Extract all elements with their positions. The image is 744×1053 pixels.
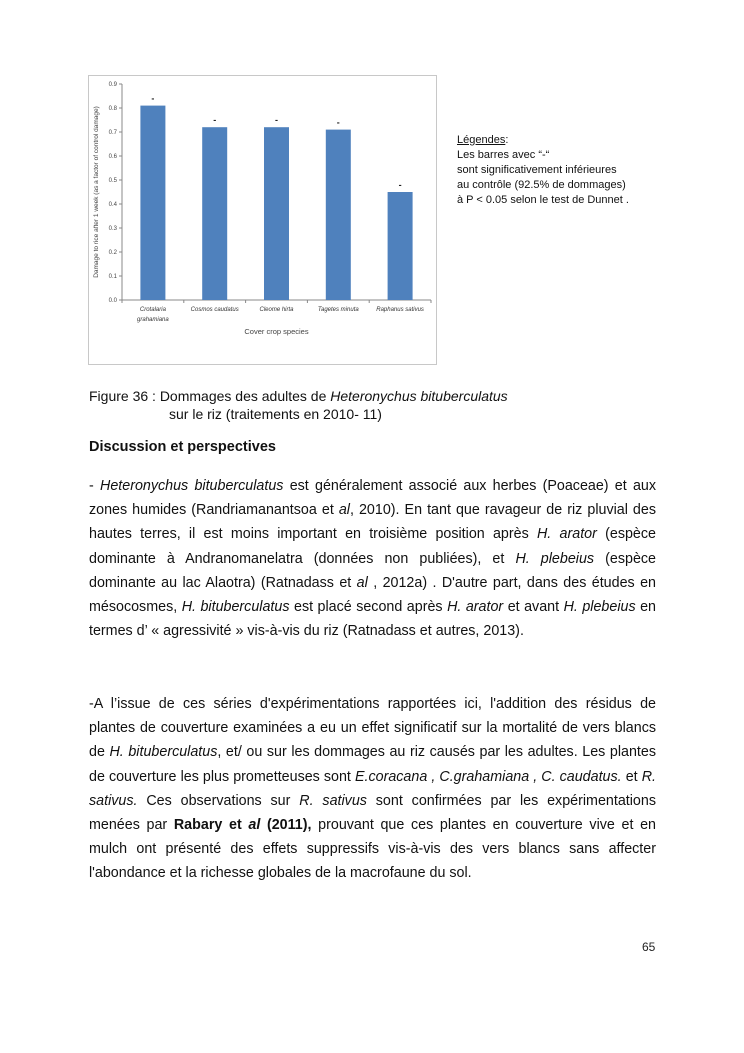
text: est placé second après bbox=[289, 599, 448, 616]
bar-label: - bbox=[398, 180, 402, 190]
x-axis-title: Cover crop species bbox=[244, 327, 309, 336]
x-tick-label: Raphanus sativus bbox=[376, 307, 424, 313]
text: est généralement associé aux herbes (Poaceae) et aux zones humides (Randriamanantsoa et bbox=[89, 478, 656, 519]
legend-line: à P < 0.05 selon le test de Dunnet . bbox=[457, 194, 629, 206]
text: en termes d’ « agressivité » vis-à-vis du riz (Ratnadass et autres, 2013). bbox=[89, 599, 656, 640]
text: prouvant que ces plantes en couverture vive et en mulch ont présenté des effets suppressifs vis-à-vis des vers blancs sans affecter l'abondance et la richesse globales de la macrofaune du sol. bbox=[89, 817, 656, 882]
species-name: H. bituberculatus bbox=[109, 744, 218, 761]
x-tick-label: Cosmos caudatus bbox=[190, 307, 239, 313]
y-tick-label: 0.6 bbox=[108, 154, 117, 160]
y-tick-label: 0.2 bbox=[108, 250, 117, 256]
y-axis-title: Damage to rice after 1 week (as a factor of control damage) bbox=[93, 106, 100, 278]
species-name: H. arator bbox=[447, 599, 504, 616]
caption-line2: sur le riz (traitements en 2010- 11) bbox=[169, 406, 382, 422]
text: , et/ ou sur les dommages au riz causés par les adultes. Les plantes de couverture les plus prometteuses sont bbox=[89, 744, 656, 785]
legend-title: Légendes bbox=[457, 134, 506, 146]
x-tick-label: grahamiana bbox=[137, 317, 169, 323]
bar-label: - bbox=[275, 115, 278, 126]
chart-legend-note bbox=[457, 133, 697, 208]
bar bbox=[202, 127, 227, 300]
bar bbox=[264, 127, 289, 300]
text: sont confirmées par les expérimentations menées par bbox=[89, 792, 656, 834]
bar-chart bbox=[89, 76, 436, 364]
legend-line: sont significativement inférieures bbox=[457, 164, 617, 176]
caption-species: Heteronychus bituberculatus bbox=[330, 388, 508, 404]
y-tick-label: 0.1 bbox=[108, 274, 117, 280]
citation-al: al bbox=[338, 502, 350, 519]
legend-line: au contrôle (92.5% de dommages) bbox=[457, 179, 626, 191]
x-tick-label: Cleome hirta bbox=[259, 307, 294, 313]
species-name: R. sativus bbox=[299, 792, 367, 809]
legend-title-colon: : bbox=[505, 134, 509, 146]
bar-label: - bbox=[213, 115, 217, 126]
y-tick-label: 0.3 bbox=[108, 226, 117, 232]
y-tick-label: 0.5 bbox=[108, 178, 117, 184]
bar-label: - bbox=[336, 117, 340, 128]
text: -A l’issue de ces séries d'expérimentations rapportées ici, l'addition des résidus de plantes de couverture examinées a eu un effet significatif sur la mortalité de vers blancs de bbox=[89, 696, 656, 761]
figure-caption bbox=[89, 387, 649, 423]
citation-authors: Rabary et bbox=[173, 817, 249, 834]
species-name: H. arator bbox=[536, 526, 597, 543]
page-number: 65 bbox=[642, 940, 656, 954]
bar-chart-frame bbox=[88, 75, 437, 365]
text: (espèce dominante au lac Alaotra) (Ratnadass et bbox=[89, 550, 656, 591]
species-name: Heteronychus bituberculatus bbox=[100, 478, 284, 494]
y-tick-label: 0.9 bbox=[108, 82, 117, 88]
species-name: R. sativus. bbox=[89, 768, 656, 809]
bar bbox=[388, 192, 413, 300]
text: et bbox=[621, 768, 642, 785]
species-name: H. bituberculatus bbox=[181, 599, 290, 616]
x-tick-label: Tagetes minuta bbox=[317, 307, 359, 313]
y-tick-label: 0.0 bbox=[108, 298, 117, 304]
caption-prefix: Figure 36 : Dommages des adultes de bbox=[89, 388, 331, 404]
citation-al: al bbox=[356, 574, 368, 591]
x-tick-label: Crotalaria bbox=[139, 307, 166, 313]
text: et avant bbox=[503, 599, 564, 616]
text: Ces observations sur bbox=[137, 792, 300, 809]
text: , 2010). En tant que ravageur de riz pluvial des hautes terres, il est moins important en troisième position après bbox=[89, 502, 656, 543]
citation-al: al bbox=[248, 817, 261, 834]
bar bbox=[140, 106, 165, 300]
y-tick-label: 0.4 bbox=[108, 202, 117, 208]
paragraph-2 bbox=[89, 692, 656, 886]
y-tick-label: 0.8 bbox=[108, 106, 117, 112]
legend-line: Les barres avec “-“ bbox=[457, 149, 550, 161]
text: - bbox=[89, 478, 100, 494]
text: (espèce dominante à Andranomanelatra (données non publiées), et bbox=[89, 526, 656, 567]
text: , 2012a) . D'autre part, dans des études en mésocosmes, bbox=[89, 574, 656, 616]
bar-label: - bbox=[151, 93, 155, 104]
bar bbox=[326, 130, 351, 300]
y-tick-label: 0.7 bbox=[108, 130, 117, 136]
citation-year: (2011), bbox=[260, 817, 312, 834]
paragraph-1 bbox=[89, 474, 656, 643]
species-list: E.coracana , C.grahamiana , C. caudatus. bbox=[354, 768, 622, 785]
species-name: H. plebeius bbox=[563, 599, 636, 616]
section-heading: Discussion et perspectives bbox=[89, 439, 276, 455]
species-name: H. plebeius bbox=[515, 550, 595, 567]
